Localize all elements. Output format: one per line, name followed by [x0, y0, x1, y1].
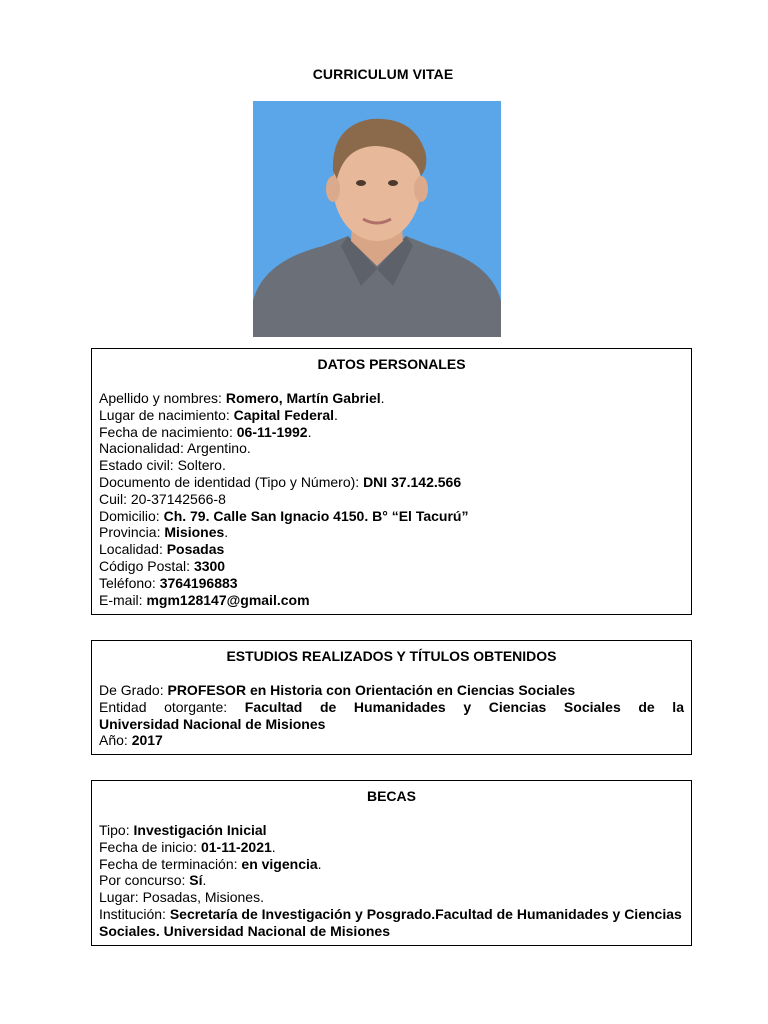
degree-row: [99, 682, 684, 699]
personal-data-label: Localidad:: [99, 541, 167, 558]
personal-data-row: [99, 575, 684, 592]
beca-contest-label: Por concurso:: [99, 872, 190, 889]
degree-value: PROFESOR en Historia con Orientación en Ciencias Sociales: [167, 682, 576, 698]
studies-section: [91, 640, 692, 755]
personal-data-label: Fecha de nacimiento:: [99, 423, 237, 440]
entity-value-line1: Facultad de Humanidades y Ciencias Sociales de la: [244, 698, 684, 715]
beca-end-row: [99, 856, 684, 873]
beca-type-label: Tipo:: [99, 822, 134, 838]
beca-start-value: 01-11-2021: [200, 838, 272, 855]
beca-end-label: Fecha de terminación:: [99, 855, 242, 872]
beca-institution-label: Institución:: [99, 905, 170, 922]
entity-label: Entidad otorgante:: [99, 698, 245, 715]
beca-end-suffix: .: [317, 855, 322, 872]
portrait-photo: [253, 101, 501, 337]
entity-row: [99, 699, 684, 716]
personal-data-row: [99, 390, 684, 407]
personal-data-label: Lugar de nacimiento:: [99, 406, 234, 423]
personal-data-value: Ch. 79. Calle San Ignacio 4150. B° “El Tacurú”: [163, 507, 469, 524]
personal-data-label: Provincia:: [99, 524, 165, 541]
year-label: Año:: [99, 732, 132, 749]
personal-data-value: Romero, Martín Gabriel: [225, 390, 381, 406]
personal-data-row: [99, 424, 684, 441]
degree-label: De Grado:: [99, 682, 168, 698]
beca-place-row: [99, 889, 684, 906]
personal-data-value: Misiones: [164, 524, 225, 541]
personal-data-label: Cuil: 20-37142566-8: [99, 490, 226, 507]
personal-data-label: Apellido y nombres:: [99, 390, 226, 406]
year-value: 2017: [131, 732, 163, 749]
personal-data-suffix: .: [380, 390, 385, 406]
personal-data-row: [99, 474, 684, 491]
entity-row-continued: [99, 716, 684, 733]
beca-contest-suffix: .: [202, 872, 207, 889]
personal-data-value: 06-11-1992: [236, 423, 308, 440]
beca-type-value: Investigación Inicial: [133, 822, 267, 838]
beca-start-suffix: .: [271, 838, 276, 855]
year-row: [99, 732, 684, 749]
personal-data-list: [99, 390, 684, 608]
personal-data-section: [91, 348, 692, 615]
becas-heading: BECAS: [366, 788, 416, 804]
personal-data-value: 3300: [193, 557, 226, 574]
beca-institution-row: [99, 906, 684, 940]
becas-section: [91, 780, 692, 946]
personal-data-row: [99, 457, 684, 474]
personal-data-row: [99, 491, 684, 508]
beca-contest-row: [99, 872, 684, 889]
personal-data-label: E-mail:: [99, 591, 147, 608]
personal-data-row: [99, 407, 684, 424]
personal-data-suffix: .: [334, 406, 338, 423]
portrait-icon: [253, 101, 501, 337]
personal-data-label: Estado civil: Soltero.: [99, 457, 226, 474]
personal-data-row: [99, 592, 684, 609]
personal-data-suffix: .: [307, 423, 312, 440]
personal-data-label: Teléfono:: [99, 574, 160, 591]
personal-data-row: [99, 508, 684, 525]
personal-data-row: [99, 541, 684, 558]
personal-data-value: Posadas: [166, 541, 225, 558]
personal-data-value: mgm128147@gmail.com: [146, 591, 310, 608]
beca-contest-value: Sí: [189, 872, 203, 889]
entity-value-line2: Universidad Nacional de Misiones: [99, 715, 326, 732]
personal-data-label: Domicilio:: [99, 507, 164, 524]
personal-data-row: [99, 524, 684, 541]
personal-data-row: [99, 558, 684, 575]
beca-type-row: [99, 822, 684, 839]
personal-data-label: Código Postal:: [99, 557, 194, 574]
beca-end-value: en vigencia: [241, 855, 318, 872]
personal-data-heading: DATOS PERSONALES: [317, 356, 466, 372]
beca-institution-value: Secretaría de Investigación y Posgrado.Facultad de Humanidades y Ciencias Sociales. Universidad Nacional de Misiones: [99, 905, 682, 939]
personal-data-label: Documento de identidad (Tipo y Número):: [99, 473, 364, 490]
personal-data-value: DNI 37.142.566: [363, 473, 462, 490]
personal-data-label: Nacionalidad: Argentino.: [99, 440, 251, 457]
beca-place-label: Lugar: Posadas, Misiones.: [99, 889, 264, 906]
beca-start-row: [99, 839, 684, 856]
studies-heading: ESTUDIOS REALIZADOS Y TÍTULOS OBTENIDOS: [226, 648, 557, 664]
personal-data-suffix: .: [224, 524, 229, 541]
personal-data-row: [99, 440, 684, 457]
personal-data-value: Capital Federal: [233, 406, 335, 423]
page-title: CURRICULUM VITAE: [312, 66, 454, 82]
personal-data-value: 3764196883: [159, 574, 238, 591]
beca-start-label: Fecha de inicio:: [99, 838, 201, 855]
